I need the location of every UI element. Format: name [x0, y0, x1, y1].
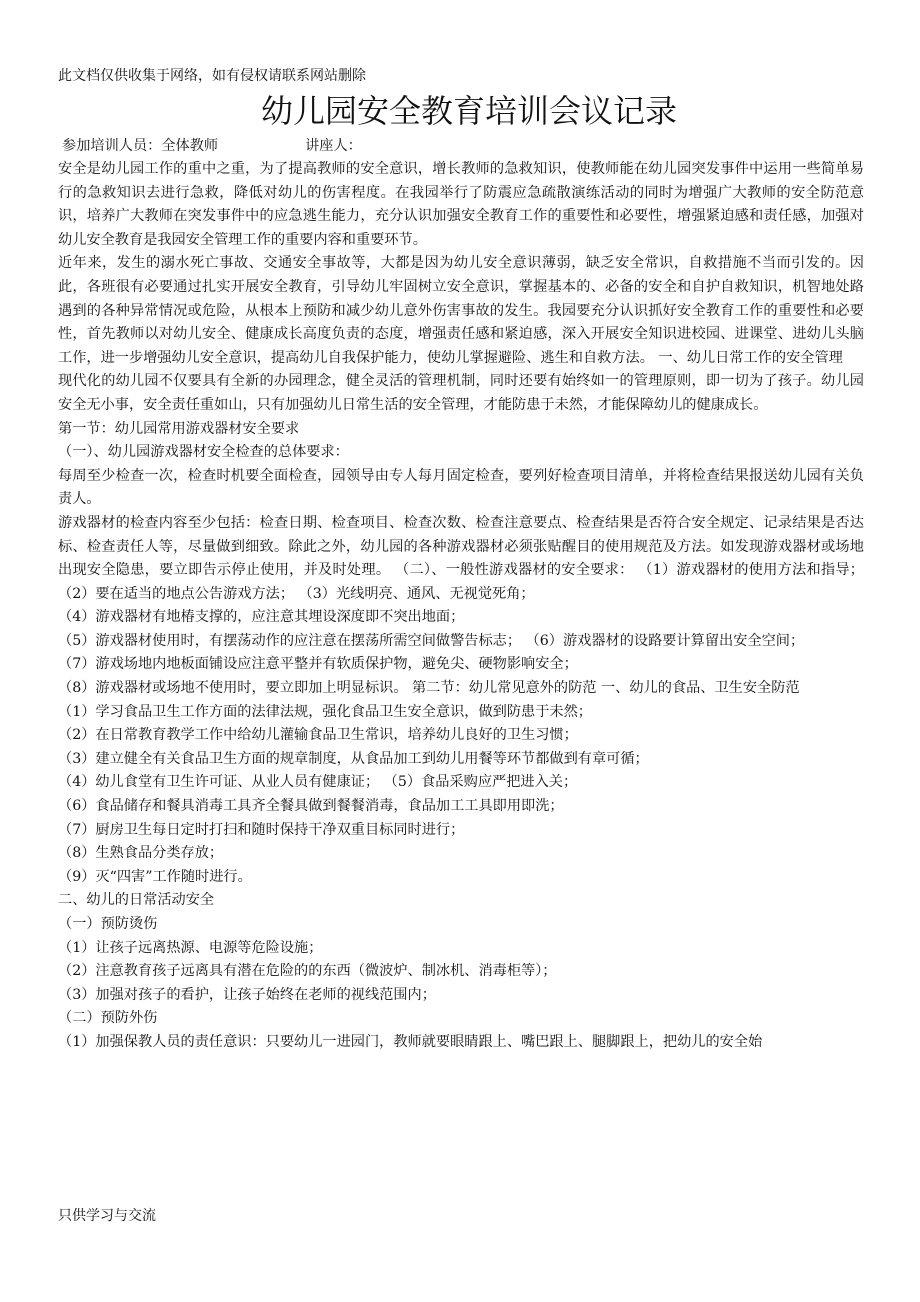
header-note: 此文档仅供收集于网络，如有侵权请联系网站删除 — [58, 68, 366, 84]
paragraph: （一）预防烫伤 — [58, 916, 158, 932]
paragraph: （8）游戏器材或场地不使用时，要立即加上明显标识。 第二节：幼儿常见意外的防范 一、幼儿的食品、卫生安全防范 — [58, 680, 800, 697]
attendees-line — [62, 136, 362, 156]
footer-note: 只供学习与交流 — [58, 1208, 156, 1224]
paragraph: （2）注意教育孩子远离具有潜在危险的的东西（微波炉、制冰机、消毒柜等）； — [58, 963, 557, 980]
paragraph: 第一节：幼儿园常用游戏器材安全要求 — [58, 420, 300, 437]
paragraph: （二）预防外伤 — [58, 1010, 158, 1027]
paragraph: （3）建立健全有关食品卫生方面的规章制度，从食品加工到幼儿用餐等环节都做到有章可循； — [58, 750, 649, 767]
paragraph: 近年来，发生的溺水死亡事故、交通安全事故等，大都是因为幼儿安全意识薄弱，缺乏安全常识，自救措施不当而引发的。因此，各班很有必要通过扎实开展安全教育，引导幼儿牢固树立安全意识，掌握基本的、必备的安全和自护自救知识，机智地处路遇到的各种异常情况或危险，从根本上预防和减少幼儿意外伤害事故的发生。我园要充分认识抓好安全教育工作的重要性和必要性，首先教师以对幼儿安全、健康成长高度负责的态度，增强责任感和紧迫感，深入开展安全知识进校园、进课堂、进幼儿头脑工作，进一步增强幼儿安全意识，提高幼儿自我保护能力，使幼儿掌握避险、逃生和自救方法。 一、幼儿日常工作的安全管理 — [58, 255, 864, 366]
paragraph: （7）厨房卫生每日定时打扫和随时保持干净双重目标同时进行； — [58, 821, 465, 838]
paragraph: （7）游戏场地内地板面铺设应注意平整并有软质保护物，避免尖、硬物影响安全； — [58, 656, 578, 673]
paragraph: （4）游戏器材有地椿支撑的，应注意其埋设深度即不突出地面； — [58, 609, 465, 626]
paragraph: （8）生熟食品分类存放； — [58, 845, 224, 862]
paragraph: （4）幼儿食堂有卫生许可证、从业人员有健康证； （5）食品采购应严把进入关； — [58, 774, 578, 791]
paragraph: （1）让孩子远离热源、电源等危险设施； — [58, 939, 323, 956]
paragraph: （5）游戏器材使用时，有摆荡动作的应注意在摆荡所需空间做警告标志； （6）游戏器材的设路要计算留出安全空间； — [58, 632, 805, 649]
lecturer-label: 讲座人： — [305, 138, 362, 154]
paragraph: 每周至少检查一次，检查时机要全面检查，园领导由专人每月固定检查，要列好检查项目清单，并将检查结果报送幼儿园有关负责人。 — [58, 467, 864, 508]
paragraph: （2）在日常教育教学工作中给幼儿灌输食品卫生常识，培养幼儿良好的卫生习惯； — [58, 727, 578, 744]
paragraph: （1）加强保教人员的责任意识：只要幼儿一进园门，教师就要眼睛跟上、嘴巴跟上、腿脚跟上，把幼儿的安全始 — [58, 1033, 763, 1050]
paragraph: （一）、幼儿园游戏器材安全检查的总体要求： — [58, 444, 349, 461]
attendees-label: 参加培训人员：全体教师 — [62, 138, 219, 154]
paragraph: 游戏器材的检查内容至少包括：检查日期、检查项目、检查次数、检查注意要点、检查结果是否符合安全规定、记录结果是否达标、检查责任人等，尽量做到细致。除此之外，幼儿园的各种游戏器材必须张贴醒目的使用规范及方法。如发现游戏器材或场地出现安全隐患，要立即告示停止使用，并及时处理。 （二）、一般性游戏器材的安全要求： （1）游戏器材的使用方法和指导； （2）要在适当的地点公告游戏方法； （3）光线明亮、通风、无视觉死角； — [58, 514, 864, 602]
paragraph: （1）学习食品卫生工作方面的法律法规，强化食品卫生安全意识，做到防患于未然； — [58, 703, 592, 720]
paragraph: 二、幼儿的日常活动安全 — [58, 892, 215, 909]
paragraph: （6）食品储存和餐具消毒工具齐全餐具做到餐餐消毒，食品加工工具即用即洗； — [58, 798, 564, 815]
document-body — [58, 158, 864, 1055]
paragraph: （3）加强对孩子的看护，让孩子始终在老师的视线范围内； — [58, 986, 436, 1003]
paragraph: 安全是幼儿园工作的重中之重，为了提高教师的安全意识，增长教师的急救知识，使教师能在幼儿园突发事件中运用一些简单易行的急救知识去进行急救，降低对幼儿的伤害程度。在我园举行了防震应急疏散演练活动的同时为增强广大教师的安全防范意识，培养广大教师在突发事件中的应急逃生能力，充分认识加强安全教育工作的重要性和必要性，增强紧迫感和责任感，加强对幼儿安全教育是我园安全管理工作的重要内容和重要环节。 — [58, 161, 864, 248]
paragraph: （9）灭“四害”工作随时进行。 — [58, 868, 252, 885]
page-title: 幼儿园安全教育培训会议记录 — [260, 92, 677, 130]
paragraph: 现代化的幼儿园不仅要具有全新的办园理念，健全灵活的管理机制，同时还要有始终如一的管理原则，即一切为了孩子。幼儿园安全无小事，安全责任重如山，只有加强幼儿日常生活的安全管理，才能防患于未然，才能保障幼儿的健康成长。 — [58, 373, 864, 413]
